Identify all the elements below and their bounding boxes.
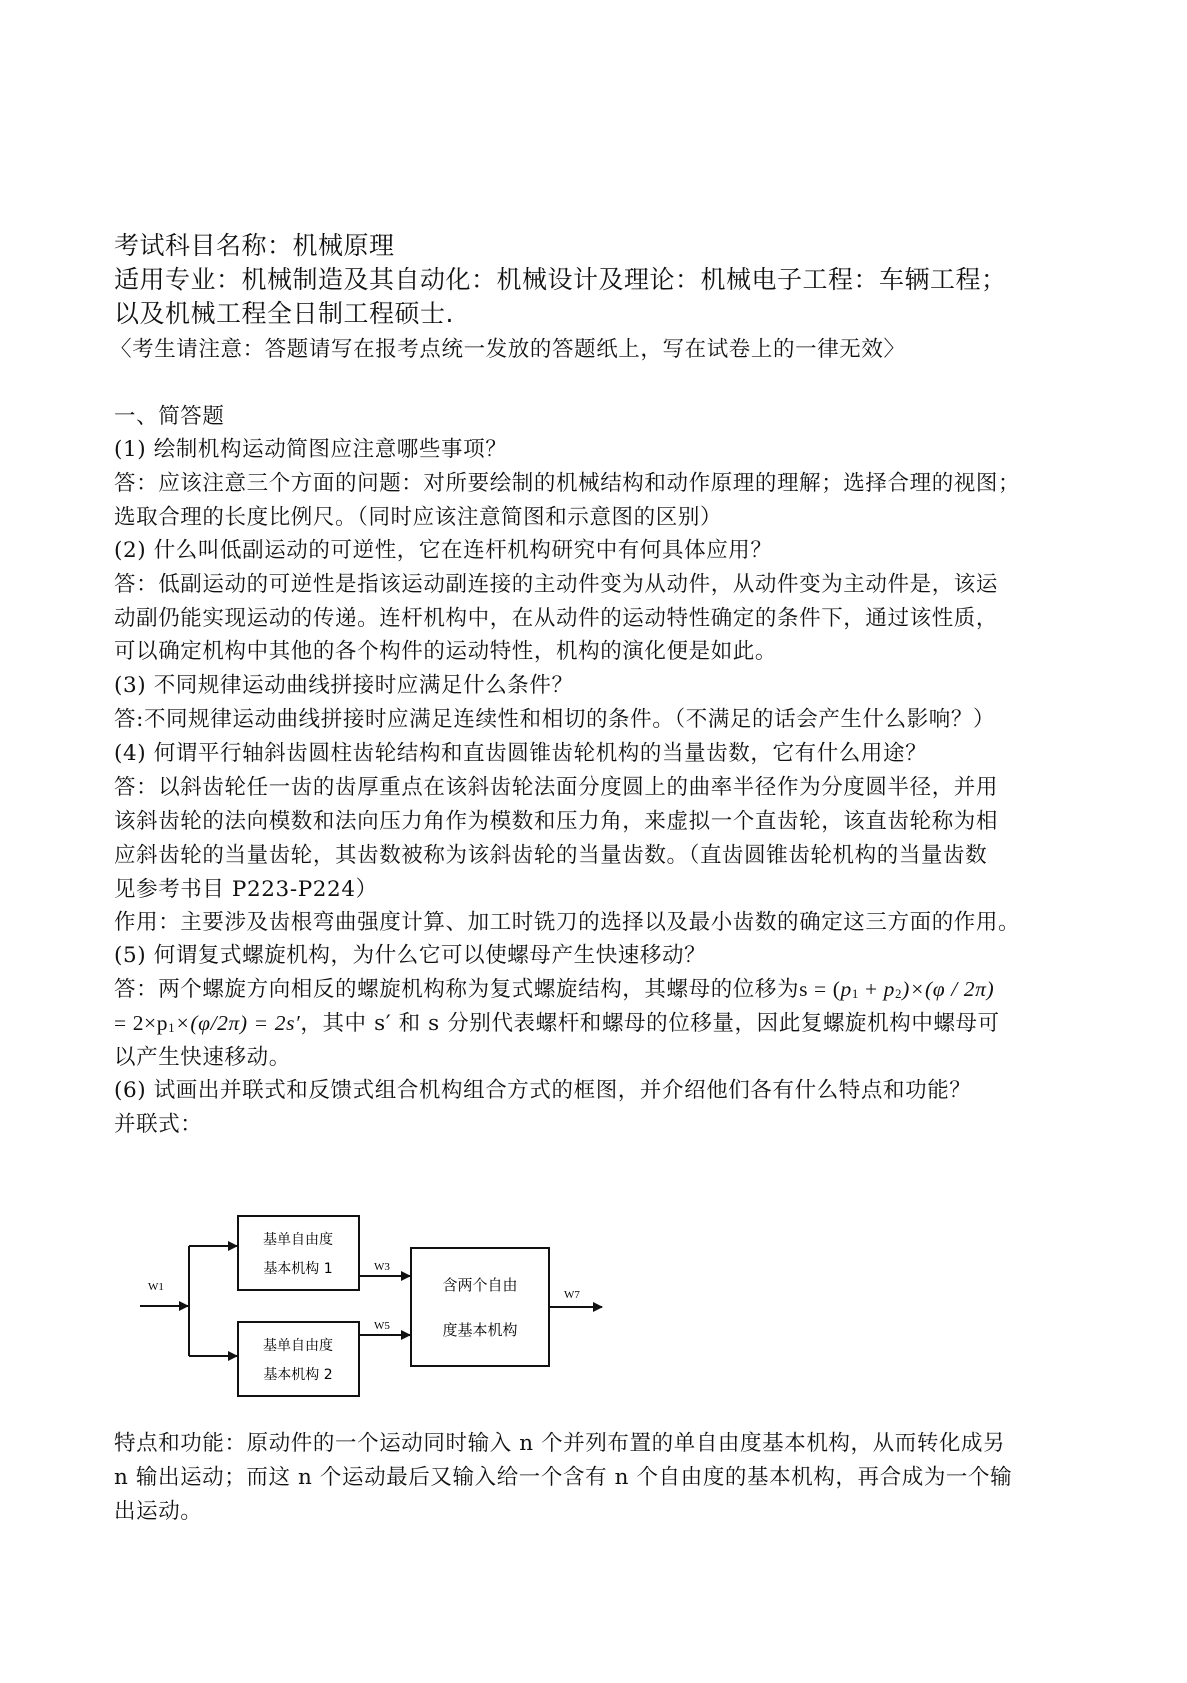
answer-2-line: 动副仍能实现运动的传递。连杆机构中，在从动件的运动特性确定的条件下，通过该性质，: [114, 606, 999, 631]
exam-notice: 〈考生请注意：答题请写在报考点统一发放的答题纸上，写在试卷上的一律无效〉: [110, 337, 906, 362]
answer-5-text: 答：两个螺旋方向相反的螺旋机构称为复式螺旋结构，其螺母的位移为: [114, 977, 800, 1002]
question-2: (2) 什么叫低副运动的可逆性，它在连杆机构研究中有何具体应用？: [114, 538, 773, 563]
answer-3-line: 答:不同规律运动曲线拼接时应满足连续性和相切的条件。（不满足的话会产生什么影响？）: [114, 707, 996, 732]
question-4: (4) 何谓平行轴斜齿圆柱齿轮结构和直齿圆锥齿轮机构的当量齿数，它有什么用途？: [114, 741, 928, 766]
parallel-type-label: 并联式：: [114, 1112, 203, 1137]
label-w1: W1: [148, 1281, 164, 1293]
answer-2-line: 可以确定机构中其他的各个构件的运动特性，机构的演化便是如此。: [114, 639, 778, 664]
answer-4-line: 见参考书目 P223-P224）: [114, 877, 378, 902]
answer-5-line: [114, 1006, 1000, 1037]
label-w7: W7: [564, 1289, 580, 1301]
question-5: (5) 何谓复式螺旋机构，为什么它可以使螺母产生快速移动？: [114, 943, 707, 968]
box2-text-line-2: 基本机构 2: [263, 1367, 333, 1383]
answer-5-line: 以产生快速移动。: [114, 1045, 291, 1070]
label-w3: W3: [374, 1261, 390, 1273]
formula-sub-1: 1: [851, 986, 859, 1001]
answer-5-text: ，其中 s′ 和 s 分别代表螺杆和螺母的位移量，因此复螺旋机构中螺母可: [300, 1011, 1000, 1036]
box3-text-line-2: 度基本机构: [442, 1321, 518, 1339]
answer-1-line: 答：应该注意三个方面的问题：对所要绘制的机械结构和动作原理的理解；选择合理的视图；: [114, 471, 1021, 496]
box-single-dof-mechanism-2: [238, 1322, 359, 1396]
formula-tail: )×(φ / 2π): [902, 977, 995, 1001]
formula-2-mid: ×(φ/2π) = 2s′: [175, 1011, 301, 1035]
answer-2-line: 答：低副运动的可逆性是指该运动副连接的主动件变为从动件，从动件变为主动件是，该运: [114, 572, 999, 597]
box-two-dof-mechanism: [411, 1248, 549, 1366]
formula-p2: p: [883, 977, 896, 1001]
question-6: (6) 试画出并联式和反馈式组合机构组合方式的框图，并介绍他们各有什么特点和功能？: [114, 1078, 972, 1103]
answer-4-line: 答：以斜齿轮任一齿的齿厚重点在该斜齿轮法面分度圆上的曲率半径作为分度圆半径，并用: [114, 775, 999, 800]
section-title: 一、简答题: [114, 404, 225, 429]
box2-text-line-1: 基单自由度: [263, 1338, 333, 1354]
exam-subject: 考试科目名称：机械原理: [114, 231, 395, 260]
answer-4-usage: 作用：主要涉及齿根弯曲强度计算、加工时铣刀的选择以及最小齿数的确定这三方面的作用。: [114, 910, 1021, 935]
features-line: n 输出运动；而这 n 个运动最后又输入给一个含有 n 个自由度的基本机构，再合成为一个输: [114, 1465, 1013, 1490]
answer-5-line: [114, 972, 994, 1003]
formula-2-sub: 1: [168, 1020, 176, 1035]
formula-2-head: = 2×p: [114, 1011, 169, 1035]
answer-1-line: 选取合理的长度比例尺。（同时应该注意简图和示意图的区别）: [114, 505, 723, 530]
formula-p1: p: [840, 977, 852, 1001]
box-single-dof-mechanism-1: [238, 1216, 359, 1290]
applicable-majors-line-2: 以及机械工程全日制工程硕士.: [114, 299, 454, 328]
formula-eq: = (: [808, 977, 841, 1001]
label-w5: W5: [374, 1320, 390, 1332]
answer-4-line: 该斜齿轮的法向模数和法向压力角作为模数和压力角，来虚拟一个直齿轮，该直齿轮称为相: [114, 809, 999, 834]
formula-plus: +: [858, 977, 884, 1001]
features-line: 出运动。: [114, 1499, 203, 1524]
box1-text-line-1: 基单自由度: [263, 1232, 333, 1248]
formula-sub-2: 2: [895, 986, 903, 1001]
question-1: (1) 绘制机构运动简图应注意哪些事项？: [114, 437, 508, 462]
features-line: 特点和功能：原动件的一个运动同时输入 n 个并列布置的单自由度基本机构，从而转化成另: [114, 1431, 1006, 1456]
formula-s: s: [799, 977, 809, 1001]
box3-text-line-1: 含两个自由: [442, 1276, 518, 1294]
applicable-majors-line-1: 适用专业：机械制造及其自动化：机械设计及理论：机械电子工程：车辆工程；: [114, 265, 1007, 294]
question-3: (3) 不同规律运动曲线拼接时应满足什么条件？: [114, 673, 574, 698]
parallel-combination-diagram: [130, 1210, 610, 1430]
box1-text-line-2: 基本机构 1: [263, 1261, 333, 1277]
answer-4-line: 应斜齿轮的当量齿轮，其齿数被称为该斜齿轮的当量齿数。（直齿圆锥齿轮机构的当量齿数: [114, 843, 988, 868]
